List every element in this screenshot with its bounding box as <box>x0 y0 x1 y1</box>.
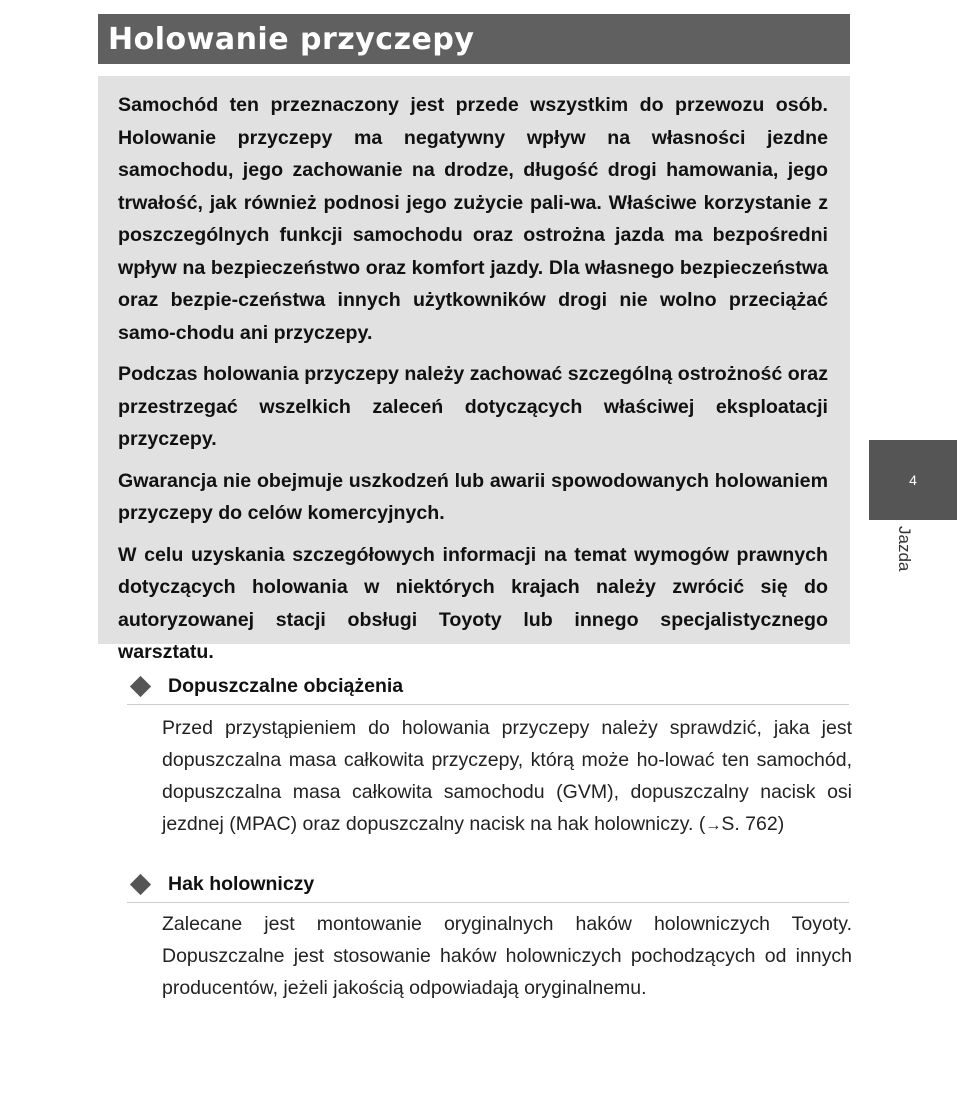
page-reference-link[interactable]: S. 762) <box>721 813 785 835</box>
page-title: Holowanie przyczepy <box>108 21 475 57</box>
info-paragraph-4: W celu uzyskania szczegółowych informacji na temat wymogów prawnych dotyczących holowania w niektórych krajach należy zwrócić się do autoryzowanej stacji obsługi Toyoty lub innego specjalistycznego warsztatu. <box>118 543 828 663</box>
info-paragraph-1: Samochód ten przeznaczony jest przede wszystkim do przewozu osób. Holowanie przyczepy ma negatywny wpływ na własności jezdne samochodu, jego zachowanie na drodze, długość drogi hamowania, jego trwałość, jak również podnosi jego zużycie pali-wa. Właściwe korzystanie z poszczególnych funkcji samochodu oraz ostrożna jazda ma bezpośredni wpływ na bezpieczeństwo oraz komfort jazdy. Dla własnego bezpieczeństwa oraz bezpie-czeństwa innych użytkowników drogi nie wolno przeciążać samo-chodu ani przyczepy. <box>118 94 828 344</box>
arrow-right-icon: → <box>705 817 722 834</box>
title-bar <box>98 14 850 64</box>
section-heading-loads <box>127 668 849 705</box>
section-body-text: Zalecane jest montowanie oryginalnych haków holowniczych Toyoty. Dopuszczalne jest stosowanie haków holowniczych pochodzących od innych producentów, jeżeli jakością odpowiadają oryginalnemu. <box>162 913 852 999</box>
diamond-icon <box>130 873 151 894</box>
diamond-icon <box>130 675 151 696</box>
section-body-hitch <box>162 908 852 1004</box>
section-heading-text: Dopuszczalne obciążenia <box>168 674 404 697</box>
section-body-text: Przed przystąpieniem do holowania przyczepy należy sprawdzić, jaka jest dopuszczalna masa całkowita przyczepy, którą może ho-lować ten samochód, dopuszczalna masa całkowita samochodu (GVM), dopuszczalny nacisk osi jezdnej (MPAC) oraz dopuszczalny nacisk na hak holowniczy. ( <box>162 717 852 835</box>
info-paragraph-2: Podczas holowania przyczepy należy zachować szczególną ostrożność oraz przestrzegać wszelkich zaleceń dotyczących właściwej eksploatacji przyczepy. <box>118 363 828 450</box>
section-body-loads <box>162 712 852 842</box>
section-heading-hitch <box>127 866 849 903</box>
info-box <box>98 76 850 663</box>
section-heading-text: Hak holowniczy <box>168 872 315 895</box>
chapter-tab[interactable] <box>869 440 957 520</box>
chapter-label-container <box>872 522 952 622</box>
info-paragraph-3: Gwarancja nie obejmuje uszkodzeń lub awarii spowodowanych holowaniem przyczepy do celów komercyjnych. <box>118 469 828 524</box>
chapter-number: 4 <box>909 472 917 488</box>
chapter-label: Jazda <box>895 526 914 572</box>
